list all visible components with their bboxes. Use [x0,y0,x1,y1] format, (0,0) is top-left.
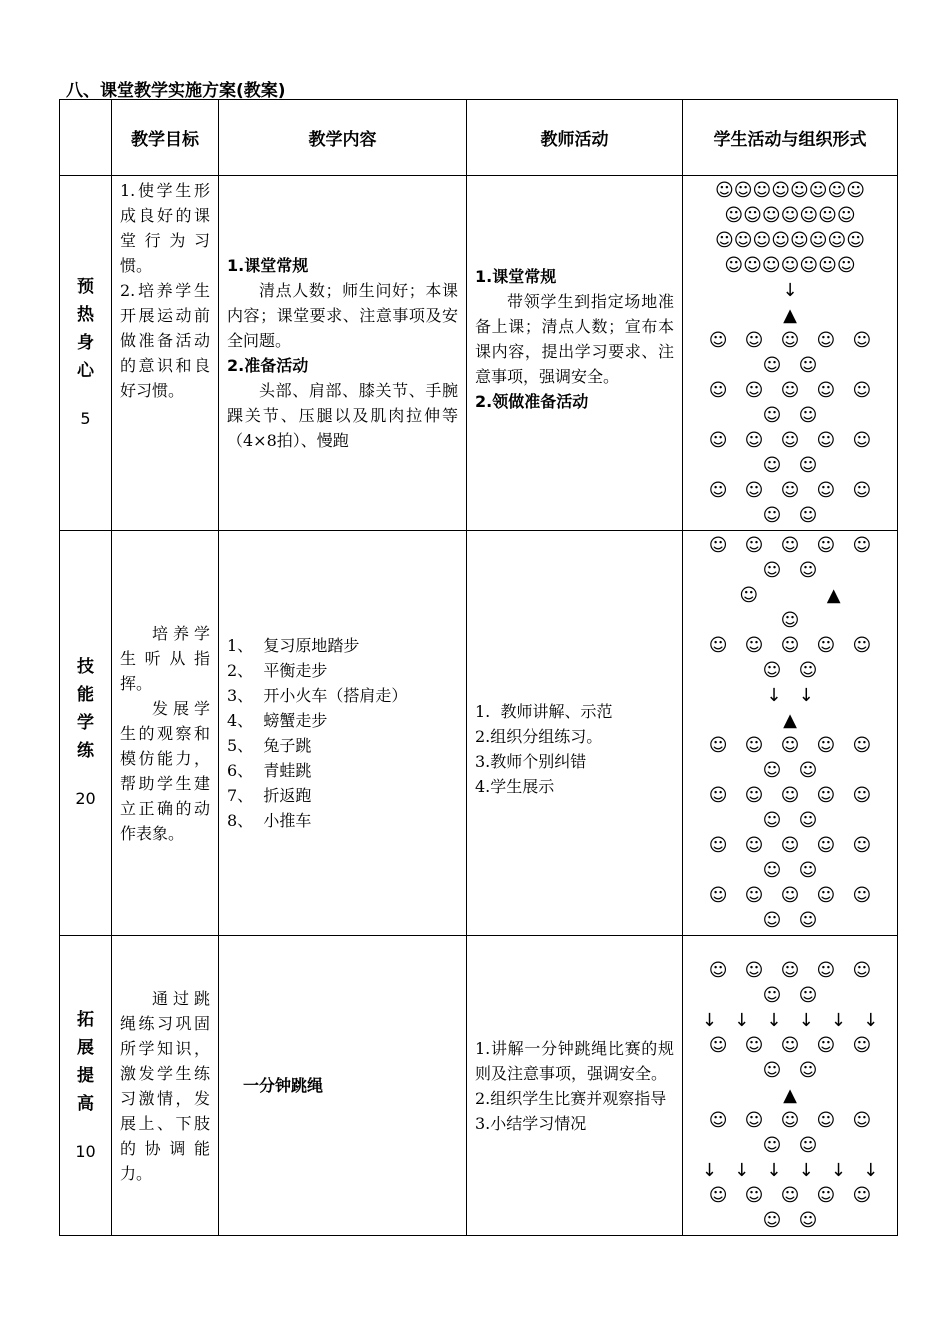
student-row: ☺ ☺ ☺ ☺ ☺ [708,1035,872,1056]
section-label-char: 预 [77,277,94,297]
teacher-marker-row: ▲ [783,710,797,731]
section-label [60,176,112,531]
student-row: ☺ ☺ ☺ ☺ ☺ [708,1185,872,1206]
content-heading: 1.课堂常规 [227,256,309,275]
student-row: ☺ ☺ [762,760,818,781]
section-extension [60,936,898,1236]
list-item: 2.组织分组练习。 [475,727,603,746]
student-row: ☺ ☺ ☺ ☺ ☺ [708,885,872,906]
arrow-row: ↓ ↓ ↓ ↓ ↓ ↓ [701,1010,879,1031]
teacher-text: 带领学生到指定场地准备上课；清点人数；宣布本课内容，提出学习要求、注意事项，强调安全。 [475,292,674,386]
teacher-list [475,1036,674,1136]
section-label-char: 拓 [77,1009,94,1030]
goals-cell [112,531,219,936]
goals-cell [112,176,219,531]
student-row: ☺ ☺ ☺ ☺ ☺ [708,430,872,451]
teacher-heading: 2.领做准备活动 [475,392,589,411]
section-label-char: 身 [77,333,94,353]
list-item: 3.小结学习情况 [475,1113,587,1133]
header-goals: 教学目标 [112,100,219,176]
student-row: ☺ ☺ [762,455,818,476]
section-label-char: 高 [77,1093,94,1114]
section-label-char: 心 [77,361,94,381]
content-heading: 2.准备活动 [227,356,309,375]
list-item: 6、 青蛙跳 [227,761,312,780]
teacher-marker-row: ▲ [783,305,797,326]
student-row: ☺☺☺☺☺☺☺ [724,255,856,276]
teacher-cell [467,531,683,936]
student-row: ☺☺☺☺☺☺☺ [724,205,856,226]
student-row: ☺ ☺ ☺ ☺ ☺ [708,380,872,401]
student-row: ☺ ☺ [762,910,818,931]
formation-diagram [683,176,897,530]
student-row: ☺ ☺ [762,860,818,881]
student-row: ☺ ☺ [762,1060,818,1081]
content-heading: 一分钟跳绳 [243,1076,324,1095]
formation-cell [683,176,898,531]
teacher-marker-row: ▲ [783,1085,797,1106]
formation-cell [683,936,898,1236]
section-minutes: 5 [80,409,91,428]
page-title: 八、课堂教学实施方案(教案) [66,81,286,101]
section-skills [60,531,898,936]
student-row: ☺ ☺ [762,505,818,526]
list-item: 3.教师个别纠错 [475,752,587,771]
list-item: 1、 复习原地踏步 [227,636,360,655]
student-row: ☺ ☺ ☺ ☺ ☺ [708,735,872,756]
formation-cell [683,531,898,936]
header-row [60,100,898,176]
goal-item: 发展学生的观察和模仿能力，帮助学生建立正确的动作表象。 [120,698,210,843]
content-cell [219,531,467,936]
student-row: ☺ ☺ [762,355,818,376]
student-row: ☺ ☺ [762,405,818,426]
section-label-char: 热 [77,305,94,325]
student-row: ☺ ☺ ☺ ☺ ☺ [708,785,872,806]
goal-item: 2.培养学生开展运动前做准备活动的意识和良好习惯。 [120,281,210,400]
student-row: ☺ ☺ [762,985,818,1006]
goal-item: 培养学生听从指挥。 [120,623,210,693]
teacher-list [475,699,674,799]
student-row: ☺ ☺ [762,1210,818,1231]
goal-item: 1.使学生形成良好的课堂行为习惯。 [120,181,210,275]
list-item: 4.学生展示 [475,777,555,796]
lesson-plan-table [59,99,898,1236]
content-text: 清点人数；师生问好；本课内容；课堂要求、注意事项及安全问题。 [227,281,458,350]
content-cell [219,176,467,531]
list-item: 2、 平衡走步 [227,661,328,680]
section-label-char: 提 [77,1065,94,1086]
list-item: 4、 螃蟹走步 [227,711,328,730]
teacher-marker-row: ☺ ▲ [739,585,841,606]
student-row: ☺ ☺ ☺ ☺ ☺ [708,1110,872,1131]
student-row: ☺ ☺ ☺ ☺ ☺ [708,635,872,656]
goals-cell [112,936,219,1236]
student-row: ☺ ☺ ☺ ☺ ☺ [708,835,872,856]
section-warmup [60,176,898,531]
student-row: ☺ ☺ ☺ ☺ ☺ [708,330,872,351]
student-row: ☺ ☺ [762,660,818,681]
teacher-heading: 1.课堂常规 [475,267,557,286]
student-row: ☺ ☺ [762,1135,818,1156]
student-row: ☺☺☺☺☺☺☺☺ [714,180,866,201]
student-row: ☺ ☺ ☺ ☺ ☺ [708,960,872,981]
list-item: 5、 兔子跳 [227,736,312,755]
list-item: 2.组织学生比赛并观察指导 [475,1088,667,1108]
content-list [227,633,458,833]
student-row: ☺ ☺ ☺ ☺ ☺ [708,480,872,501]
goal-item: 通过跳绳练习巩固所学知识，激发学生练习激情，发展上、下肢的协调能力。 [120,988,210,1183]
section-label-char: 展 [77,1037,94,1058]
section-label [60,936,112,1236]
arrow-row: ↓ ↓ ↓ ↓ ↓ ↓ [701,1160,879,1181]
list-item: 8、 小推车 [227,811,312,830]
section-label-char: 技 [77,657,94,677]
header-blank [60,100,112,176]
list-item: 1.讲解一分钟跳绳比赛的规则及注意事项，强调安全。 [475,1038,674,1083]
section-label [60,531,112,936]
teacher-cell [467,176,683,531]
header-student: 学生活动与组织形式 [683,100,898,176]
section-label-char: 练 [77,741,94,761]
student-row: ☺ ☺ ☺ ☺ ☺ [708,535,872,556]
list-item: 1. 教师讲解、示范 [475,702,613,721]
student-row: ☺ ☺ [762,560,818,581]
arrow-row: ↓ [782,280,798,301]
section-minutes: 20 [75,789,96,808]
content-cell [219,936,467,1236]
header-teacher: 教师活动 [467,100,683,176]
student-row: ☺☺☺☺☺☺☺☺ [714,230,866,251]
formation-diagram [683,936,897,1235]
student-row: ☺ ☺ [762,810,818,831]
arrow-row: ↓ ↓ [766,685,814,706]
teacher-cell [467,936,683,1236]
student-row: ☺ [780,610,800,631]
section-minutes: 10 [75,1141,96,1161]
header-content: 教学内容 [219,100,467,176]
content-text: 头部、肩部、膝关节、手腕踝关节、压腿以及肌肉拉伸等（4×8拍）、慢跑 [227,381,458,450]
list-item: 3、 开小火车（搭肩走） [227,686,408,705]
section-label-char: 能 [77,685,94,705]
section-label-char: 学 [77,713,94,733]
formation-diagram [683,531,897,935]
list-item: 7、 折返跑 [227,786,312,805]
